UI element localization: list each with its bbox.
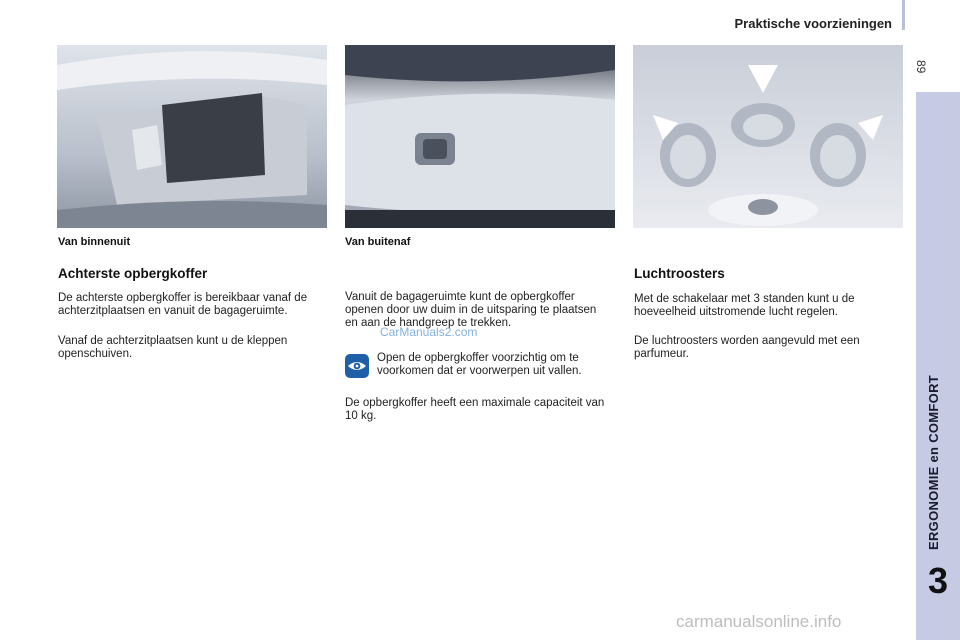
photo-air-vents <box>633 45 903 228</box>
section-header: Praktische voorzieningen <box>734 16 892 31</box>
caption-inside: Van binnenuit <box>58 236 131 248</box>
photo-storage-inside <box>57 45 327 228</box>
caption-outside: Van buitenaf <box>345 236 411 248</box>
header-divider <box>902 0 905 30</box>
watermark-carmanualsonline: carmanualsonline.info <box>676 612 842 631</box>
title-air-vents: Luchtroosters <box>634 266 725 281</box>
chapter-tab-label: ERGONOMIE en COMFORT <box>926 375 941 550</box>
chapter-number: 3 <box>927 560 949 601</box>
caution-note <box>345 352 615 392</box>
text-rear-storage-2: Vanaf de achterzitplaatsen kunt u de kleppen openschuiven. <box>58 335 288 360</box>
title-rear-storage: Achterste opbergkoffer <box>58 266 208 281</box>
page-number: 89 <box>914 60 928 74</box>
text-capacity: De opbergkoffer heeft een maximale capaciteit van 10 kg. <box>345 397 605 422</box>
text-air-vents-2: De luchtroosters worden aangevuld met een parfumeur. <box>634 335 860 360</box>
photo-storage-outside <box>345 45 615 228</box>
text-open-from-boot: Vanuit de bagageruimte kunt de opbergkoffer openen door uw duim in de uitsparing te plaatsen en aan de handgreep te trekken. <box>345 291 597 329</box>
caution-note-text: Open de opbergkoffer voorzichtig om te voorkomen dat er voorwerpen uit vallen. <box>377 352 582 377</box>
watermark-carmanuals: CarManuals2.com <box>380 325 478 339</box>
text-rear-storage-1: De achterste opbergkoffer is bereikbaar vanaf de achterzitplaatsen en vanuit de bagageruimte. <box>58 292 308 317</box>
eye-icon <box>345 354 369 378</box>
text-air-vents-1: Met de schakelaar met 3 standen kunt u de hoeveelheid uitstromende lucht regelen. <box>634 293 855 318</box>
